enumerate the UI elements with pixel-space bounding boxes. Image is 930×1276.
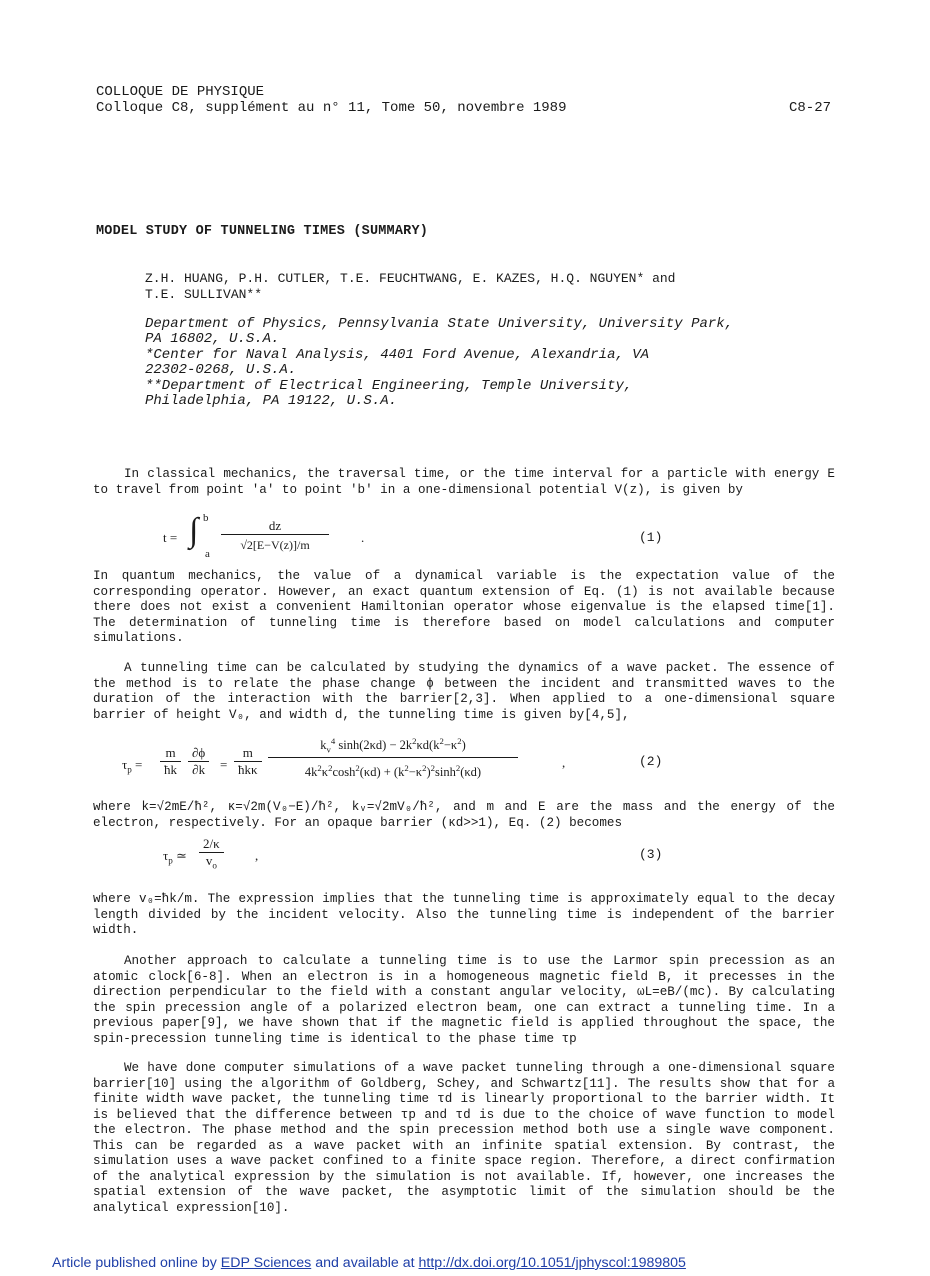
equation-3: $\tau_p$ ≃ $\frac{2/\kappa}{v_o}$ , <box>163 836 259 871</box>
paragraph-3: A tunneling time can be calculated by studying the dynamics of a wave packet. The essence of the method is to relate the phase change ϕ between the incident and transmitted waves to the duration of the interaction with the barrier[2,3]. When applied to a one-dimensional square barrier of height V₀, and width d, the tunneling time is given by[4,5], <box>93 661 835 722</box>
footer-prefix: Article published online by <box>52 1255 217 1271</box>
doi-link[interactable]: http://dx.doi.org/10.1051/jphyscol:1989805 <box>418 1255 686 1271</box>
equation-2: $\tau_p$ = $\frac{m}{ħk}$ $\frac{\partial\phi}{\partial k}$ = m ħkκ $k_v^4$ $\sinh(2\kappa d) - 2k^2\kappa d(k^2-\kappa^2)$ $4k^2\kappa^2\cosh^2(\kappa d) + (k^2-\kappa^2)^2\sinh^2(\kappa d)$ , <box>122 733 602 789</box>
paragraph-2: In quantum mechanics, the value of a dynamical variable is the expectation value of the corresponding operator. However, an exact quantum extension of Eq. (1) is not available because there does not exist a convenient Hamiltonian operator whose eigenvalue is the elapsed time[1]. The determination of tunneling time is therefore based on model calculations and computer simulations. <box>93 569 835 645</box>
equation-3-number: (3) <box>639 847 663 862</box>
equation-1-number: (1) <box>639 530 663 545</box>
publisher-link[interactable]: EDP Sciences <box>220 1255 312 1271</box>
footer-middle: and available at <box>315 1255 415 1271</box>
footer-notice <box>52 1255 686 1271</box>
affiliation-line-2: PA 16802, U.S.A. <box>145 331 280 347</box>
paragraph-7: We have done computer simulations of a wave packet tunneling through a one-dimensional square barrier[10] using the algorithm of Goldberg, Schey, and Schwartz[11]. The results show that for a finite width wave packet, the tunneling time τd is linearly proportional to the barrier width. It is believed that the difference between τp and τd is due to the choice of wave function to model the electron. The phase method and the spin precession method both use a single wave component. This can be regarded as a wave packet with an infinite spatial extension. By contrast, the simulation uses a wave packet confined to a finite space region. Therefore, a direct confirmation of the analytical expression by the simulation is not available. If, however, one increases the spatial extension of the wave packet, the asymptotic limit of the simulation should be the analytical expression[10]. <box>93 1061 835 1215</box>
equation-1: t = ∫ b a dz √2[E−V(z)]/m . <box>163 512 365 560</box>
authors-line-1: Z.H. HUANG, P.H. CUTLER, T.E. FEUCHTWANG, E. KAZES, H.Q. NGUYEN* and <box>145 271 676 286</box>
affiliation-line-6: Philadelphia, PA 19122, U.S.A. <box>145 393 398 409</box>
affiliation-line-4: 22302-0268, U.S.A. <box>145 362 297 378</box>
affiliation-line-1: Department of Physics, Pennsylvania State University, University Park, <box>145 316 734 332</box>
paragraph-5: where v₀=ħk/m. The expression implies that the tunneling time is approximately equal to the decay length divided by the incident velocity. Also the tunneling time is independent of the barrier width. <box>93 892 835 937</box>
paper-title: MODEL STUDY OF TUNNELING TIMES (SUMMARY) <box>96 224 429 239</box>
paragraph-6: Another approach to calculate a tunneling time is to use the Larmor spin precession as an atomic clock[6-8]. When an electron is in a homogeneous magnetic field B, it precesses in the direction perpendicular to the field with a constant angular velocity, ωL=eB/(mc). By calculating the spin precession angle of a polarized electron beam, one can extract a tunneling time. In a previous paper[9], we have shown that if the magnetic field is applied throughout the space, the spin-precession tunneling time is identical to the phase time τp <box>93 954 835 1046</box>
affiliation-line-5: **Department of Electrical Engineering, Temple University, <box>145 378 633 394</box>
issue-line: Colloque C8, supplément au n° 11, Tome 50, novembre 1989 <box>96 100 567 116</box>
paragraph-4: where k=√2mE/ħ², κ=√2m(V₀−E)/ħ², kᵥ=√2mV₀/ħ², and m and E are the mass and the energy of the electron, respectively. For an opaque barrier (κd>>1), Eq. (2) becomes <box>93 800 835 830</box>
equation-2-number: (2) <box>639 754 663 769</box>
journal-name: COLLOQUE DE PHYSIQUE <box>96 84 265 100</box>
affiliation-line-3: *Center for Naval Analysis, 4401 Ford Avenue, Alexandria, VA <box>145 347 650 363</box>
page-id: C8-27 <box>789 100 832 116</box>
authors-line-2: T.E. SULLIVAN** <box>145 287 263 302</box>
paragraph-1: In classical mechanics, the traversal time, or the time interval for a particle with energy E to travel from point 'a' to point 'b' in a one-dimensional potential V(z), is given by <box>93 467 835 497</box>
